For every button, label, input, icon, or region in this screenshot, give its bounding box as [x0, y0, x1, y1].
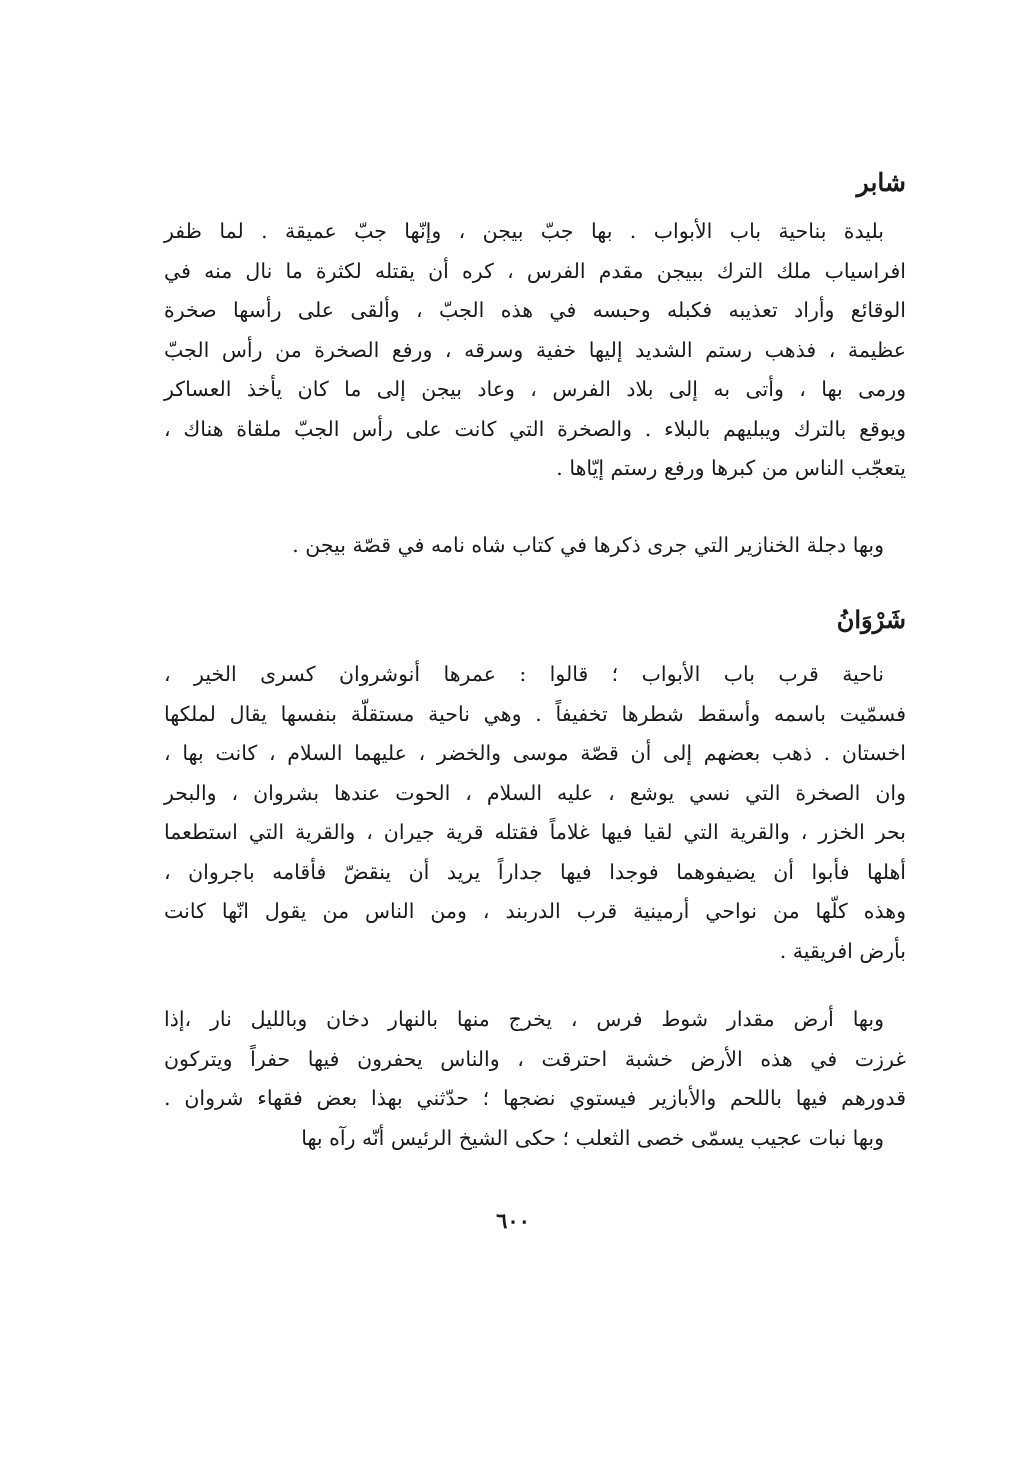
text-line: وهذه كلّها من نواحي أرمينية قرب الدربند ، ومن الناس من يقول انّها كانت — [164, 899, 906, 923]
text-line: ناحية قرب باب الأبواب ؛ قالوا : عمرها أنوشروان كسرى الخير ، — [164, 662, 884, 686]
text-line: افراسياب ملك الترك ببيجن مقدم الفرس ، كره أن يقتله لكثرة ما نال منه في — [164, 258, 906, 283]
paragraph-pig-tigris — [164, 526, 906, 566]
paragraph-bijan-well — [164, 212, 906, 489]
section-heading-shirvan: شَرْوَانُ — [836, 605, 906, 634]
text-line: أهلها فأبوا أن يضيفوهما فوجدا فيها جداراً يريد أن ينقضّ فأقامه باجروان ، — [164, 859, 906, 884]
text-line: الوقائع وأراد تعذيبه فكبله وحبسه في هذه الجبّ ، وألقى على رأسها صخرة — [164, 298, 906, 322]
running-head: شابر — [856, 168, 906, 197]
text-line: يتعجّب الناس من كبرها ورفع رستم إيّاها . — [556, 456, 906, 480]
text-line: وان الصخرة التي نسي يوشع ، عليه السلام ، الحوت عندها بشروان ، والبحر — [164, 780, 906, 805]
text-line: وبها أرض مقدار شوط فرس ، يخرج منها بالنهار دخان وبالليل نار ،إذا — [164, 1007, 884, 1031]
text-line: فسمّيت باسمه وأسقط شطرها تخفيفاً . وهي ناحية مستقلّة بنفسها يقال لملكها — [164, 701, 906, 726]
text-line: اخستان . ذهب بعضهم إلى أن قصّة موسى والخضر ، عليهما السلام ، كانت بها ، — [164, 741, 906, 765]
text-line: بليدة بناحية باب الأبواب . بها جبّ بيجن ، وإنّها جبّ عميقة . لما ظفر — [164, 219, 884, 243]
page-number: ٦٠٠ — [496, 1208, 530, 1233]
text-line: ورمى بها ، وأتى به إلى بلاد الفرس ، وعاد بيجن إلى ما كان يأخذ العساكر — [164, 377, 906, 401]
text-line: قدورهم فيها باللحم والأبازير فيستوي نضجها ؛ حدّثني بهذا بعض فقهاء شروان . — [164, 1086, 906, 1110]
paragraph-shirvan-description — [164, 655, 906, 971]
text-line: غرزت في هذه الأرض خشبة احترقت ، والناس يحفرون فيها حفراً ويتركون — [164, 1046, 906, 1071]
text-line: ويوقع بالترك ويبليهم بالبلاء . والصخرة التي كانت على رأس الجبّ ملقاة هناك ، — [164, 416, 906, 441]
text-line: بأرض افريقية . — [779, 938, 906, 963]
text-line: بحر الخزر ، والقرية التي لقيا فيها غلاماً فقتله قرية جيران ، والقرية التي استطعما — [164, 820, 906, 844]
text-line: وبها نبات عجيب يسمّى خصى الثعلب ؛ حكى الشيخ الرئيس أنّه رآه بها — [301, 1125, 884, 1150]
paragraph-burning-land — [164, 1000, 906, 1158]
text-line: عظيمة ، فذهب رستم الشديد إليها خفية وسرقه ، ورفع الصخرة من رأس الجبّ — [164, 337, 906, 362]
text-line: وبها دجلة الخنازير التي جرى ذكرها في كتاب شاه نامه في قصّة بيجن . — [292, 533, 884, 557]
